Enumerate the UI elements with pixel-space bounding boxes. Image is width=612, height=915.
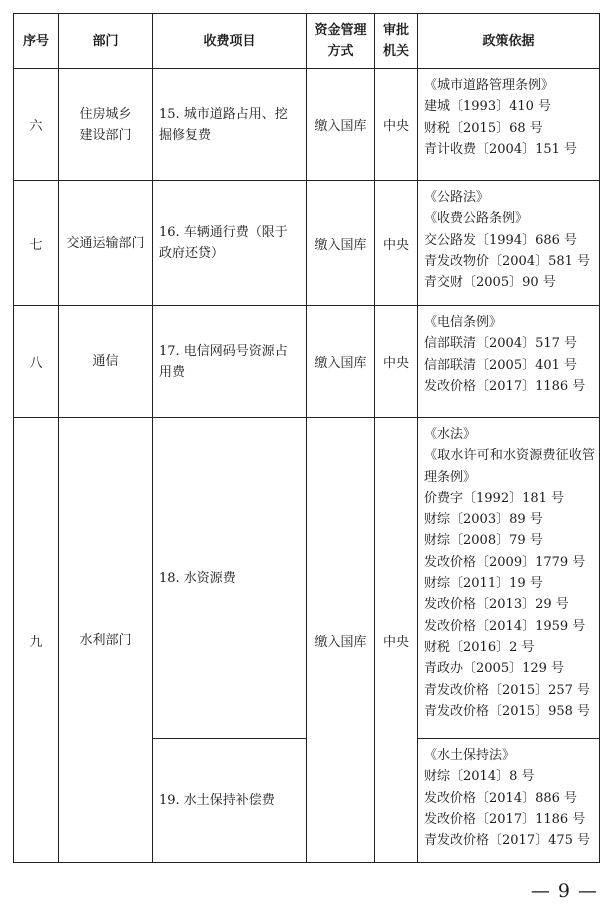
row-item: 15. 城市道路占用、挖掘修复费: [153, 69, 307, 181]
header-auth-line1: 审批: [382, 23, 409, 38]
basis-line: 发改价格〔2017〕1186 号: [424, 811, 586, 827]
row-dept-line2: 建设部门: [79, 127, 132, 143]
header-fund: [307, 14, 375, 69]
table-row: [14, 181, 600, 306]
row-seq: 六: [14, 69, 59, 181]
row-seq: 七: [14, 181, 59, 306]
row-dept: [59, 69, 153, 181]
basis-line: 《取水许可和水资源费征收管理条例》: [424, 448, 595, 485]
basis-line: 财综〔2011〕19 号: [424, 576, 543, 592]
basis-line: 发改价格〔2017〕1186 号: [424, 378, 586, 394]
basis-line: 建城〔1993〕410 号: [424, 99, 552, 115]
basis-line: 青发改价格〔2015〕958 号: [424, 703, 591, 719]
row-auth: 中央: [375, 69, 418, 181]
row-item: 18. 水资源费: [153, 418, 307, 739]
table-row: [14, 69, 600, 181]
header-auth-line2: 机关: [382, 44, 409, 59]
basis-line: 青发改价格〔2015〕257 号: [424, 682, 591, 698]
basis-line: 《水土保持法》: [424, 748, 516, 763]
row-fund: 缴入国库: [307, 418, 375, 863]
row-item: 17. 电信网码号资源占用费: [153, 306, 307, 418]
row-basis: [418, 306, 600, 418]
basis-line: 青政办〔2005〕129 号: [424, 661, 565, 677]
row-auth: 中央: [375, 181, 418, 306]
row-auth: 中央: [375, 418, 418, 863]
basis-line: 发改价格〔2014〕886 号: [424, 790, 578, 806]
header-fund-line1: 资金管理: [314, 23, 367, 38]
header-dept: 部门: [59, 14, 153, 69]
row-seq: 八: [14, 306, 59, 418]
basis-line: 发改价格〔2013〕29 号: [424, 597, 569, 613]
header-fund-line2: 方式: [327, 44, 354, 59]
basis-line: 信部联清〔2005〕401 号: [424, 357, 578, 373]
row-fund: 缴入国库: [307, 69, 375, 181]
basis-line: 价费字〔1992〕181 号: [424, 490, 565, 506]
basis-line: 《城市道路管理条例》: [424, 78, 555, 93]
basis-line: 青交财〔2005〕90 号: [424, 275, 556, 291]
table-row: [14, 418, 600, 739]
basis-line: 《公路法》: [424, 190, 490, 205]
fee-table: [13, 13, 600, 863]
basis-line: 《收费公路条例》: [424, 211, 529, 227]
row-basis: [418, 181, 600, 306]
basis-line: 发改价格〔2014〕1959 号: [424, 618, 586, 634]
table-header-row: [14, 14, 600, 69]
row-fund: 缴入国库: [307, 306, 375, 418]
basis-line: 财税〔2015〕68 号: [424, 120, 543, 136]
basis-line: 青计收费〔2004〕151 号: [424, 141, 578, 157]
basis-line: 信部联清〔2004〕517 号: [424, 336, 578, 352]
row-basis: [418, 739, 600, 863]
basis-line: 青发改价格〔2017〕475 号: [424, 833, 591, 849]
basis-line: 财综〔2014〕8 号: [424, 769, 535, 785]
basis-line: 财综〔2008〕79 号: [424, 533, 543, 549]
header-seq: 序号: [14, 14, 59, 69]
row-item: 16. 车辆通行费（限于政府还贷）: [153, 181, 307, 306]
row-fund: 缴入国库: [307, 181, 375, 306]
header-item: 收费项目: [153, 14, 307, 69]
row-item: 19. 水土保持补偿费: [153, 739, 307, 863]
basis-line: 《水法》: [424, 427, 477, 442]
row-basis: [418, 418, 600, 739]
row-dept: 水利部门: [59, 418, 153, 863]
basis-line: 《电信条例》: [424, 315, 503, 330]
basis-line: 发改价格〔2009〕1779 号: [424, 554, 586, 570]
row-seq: 九: [14, 418, 59, 863]
row-dept: 通信: [59, 306, 153, 418]
row-basis: [418, 69, 600, 181]
basis-line: 交公路发〔1994〕686 号: [424, 232, 578, 248]
row-dept: 交通运输部门: [59, 181, 153, 306]
basis-line: 财综〔2003〕89 号: [424, 512, 543, 528]
page-number: — 9 —: [530, 880, 598, 902]
header-auth: [375, 14, 418, 69]
header-basis: 政策依据: [418, 14, 600, 69]
table-row: [14, 306, 600, 418]
row-auth: 中央: [375, 306, 418, 418]
row-dept-line1: 住房城乡: [79, 106, 132, 122]
basis-line: 财税〔2016〕2 号: [424, 639, 535, 655]
basis-line: 青发改物价〔2004〕581 号: [424, 253, 591, 269]
